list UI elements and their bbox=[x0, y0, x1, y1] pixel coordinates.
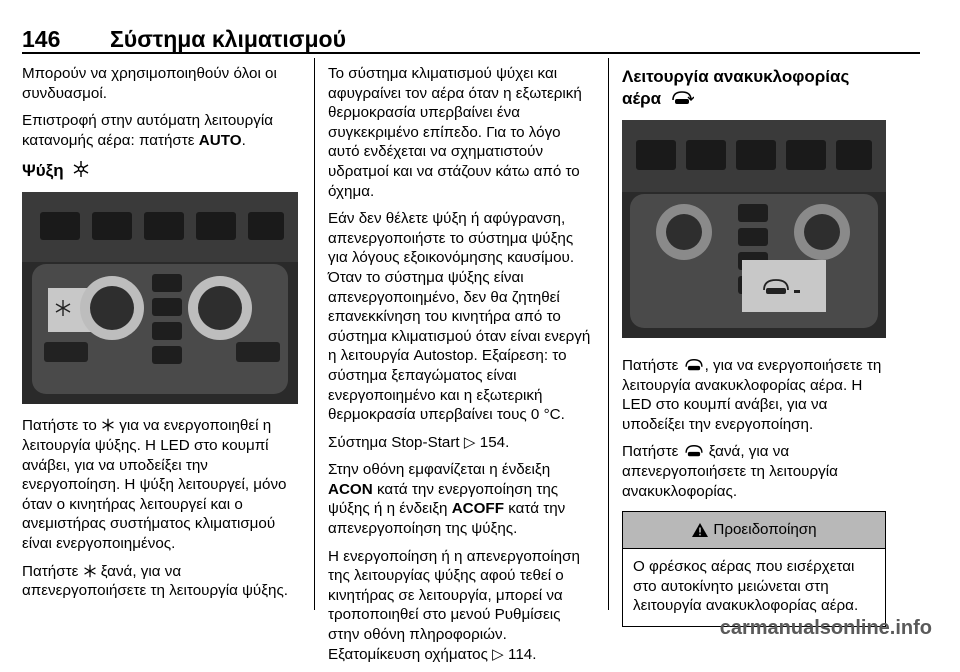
page-number: 146 bbox=[22, 26, 61, 52]
page-ref[interactable]: 114 bbox=[508, 645, 533, 663]
recirculation-icon bbox=[670, 90, 694, 106]
acon-label: ACON bbox=[328, 480, 373, 498]
column-divider-1 bbox=[314, 58, 315, 610]
acoff-label: ACOFF bbox=[451, 500, 504, 518]
warning-header bbox=[623, 512, 885, 549]
snowflake-icon bbox=[101, 418, 115, 432]
column-3 bbox=[622, 64, 886, 627]
snowflake-icon bbox=[72, 160, 90, 178]
page-title: Σύστημα κλιματισμού bbox=[110, 26, 346, 52]
header-rule bbox=[22, 52, 920, 54]
warning-triangle-icon bbox=[691, 522, 709, 538]
page-ref-arrow-icon: ▷ bbox=[492, 645, 509, 663]
warning-text: Ο φρέσκος αέρας που εισέρχεται στο αυτοκίνητο μειώνεται στη λειτουργία ανακυκλοφορίας αέρα. bbox=[633, 558, 859, 615]
recirculation-icon bbox=[683, 444, 705, 458]
paragraph: Πατήστε ξανά, για να απενεργοποιήσετε τη λειτουργία ψύξης. bbox=[22, 562, 288, 600]
paragraph: Επιστροφή στην αυτόματη λειτουργία κατανομής αέρα: πατήστε AUTO. bbox=[22, 112, 273, 149]
column-divider-2 bbox=[608, 58, 609, 610]
watermark: carmanualsonline.info bbox=[719, 617, 932, 639]
section-heading-recirculation: Λειτουργία ανακυκλοφορίας αέρα bbox=[622, 67, 850, 108]
recirculation-icon bbox=[683, 358, 705, 372]
snowflake-icon bbox=[83, 564, 97, 578]
paragraph: Σύστημα Stop-Start ▷ 154. bbox=[328, 433, 510, 451]
paragraph: Το σύστημα κλιματισμού ψύχει και αφυγραίνει τον αέρα όταν η εξωτερική θερμοκρασία υπερβαίνει ένα συγκεκριμένο επίπεδο. Για το λόγο αυτό ενδέχεται να σχηματιστούν υδρατμοί και να στάζουν κάτω από το όχημα. bbox=[328, 65, 582, 200]
climate-panel-photo-cooling bbox=[22, 192, 298, 404]
paragraph: Στην οθόνη εμφανίζεται η ένδειξη ACON κατά την ενεργοποίηση της ψύξης ή η ένδειξη ACOFF κατά την απενεργοποίηση της ψύξης. bbox=[328, 461, 566, 538]
paragraph: Η ενεργοποίηση ή η απενεργοποίηση της λειτουργίας ψύξης αφού τεθεί ο κινητήρας σε λειτουργία, μπορεί να τροποποιηθεί στο μενού Ρυθμίσεις στην οθόνη πληροφοριών. Εξατομίκευση οχήματος ▷ 114. bbox=[328, 547, 580, 663]
page-ref-arrow-icon: ▷ bbox=[463, 433, 480, 451]
page-ref[interactable]: 154 bbox=[479, 433, 506, 451]
paragraph: Πατήστε ξανά, για να απενεργοποιήσετε τη λειτουργία ανακυκλοφορίας. bbox=[622, 443, 838, 500]
warning-title: Προειδοποίηση bbox=[713, 521, 817, 539]
paragraph: Εάν δεν θέλετε ψύξη ή αφύγρανση, απενεργοποιήστε το σύστημα ψύξης για λόγους εξοικονόμησης καυσίμου. Όταν το σύστημα ψύξης είναι απενεργοποιημένο, δεν θα ζητηθεί επανεκκίνηση του κινητήρα από το σύστημα κλιματισμού όταν είναι ενεργή η λειτουργία Autostop. Εξαίρεση: το σύστημα ξεπαγώματος είναι ενεργοποιημένο και η εξωτερική θερμοκρασία υπερβαίνει τους 0 °C. bbox=[328, 210, 591, 424]
section-heading-cooling: Ψύξη bbox=[22, 160, 302, 182]
column-1 bbox=[22, 64, 302, 609]
warning-box bbox=[622, 511, 886, 627]
climate-panel-photo-recirculation bbox=[622, 120, 886, 338]
auto-label: AUTO bbox=[198, 131, 242, 149]
paragraph: Πατήστε το για να ενεργοποιηθεί η λειτουργία ψύξης. Η LED στο κουμπί ανάβει, για να υποδείξει την ενεργοποίηση. Η ψύξη λειτουργεί, μόνο όταν ο κινητήρας λειτουργεί και ο ανεμιστήρας συστήματος κλιματισμού είναι ενεργοποιημένος. bbox=[22, 417, 287, 552]
paragraph: Πατήστε , για να ενεργοποιήσετε τη λειτουργία ανακυκλοφορίας αέρα. Η LED στο κουμπί ανάβει, για να υποδείξει την ενεργοποίηση. bbox=[622, 357, 882, 433]
paragraph: Μπορούν να χρησιμοποιηθούν όλοι οι συνδυασμοί. bbox=[22, 65, 277, 102]
column-2 bbox=[328, 64, 596, 672]
